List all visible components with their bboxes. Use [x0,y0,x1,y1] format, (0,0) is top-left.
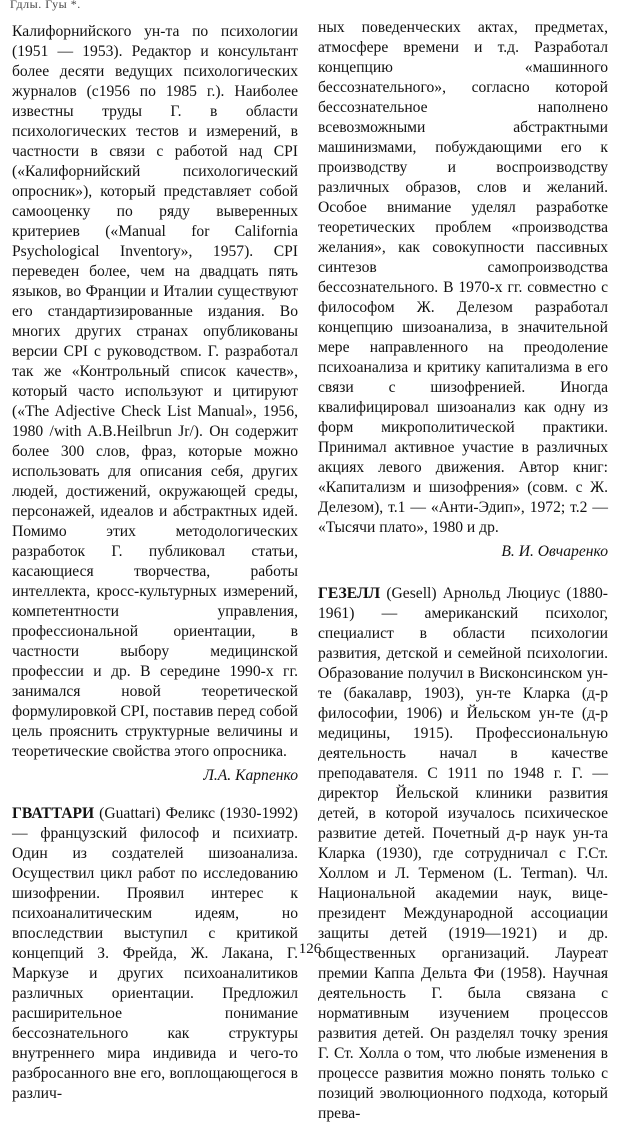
guattari-predecessor-continuation: Калифорнийского ун-та по психологии (1951 — 1953). Редактор и консультант более десяти ведущих психологических журналов (с1956 по 1985 г.). Наиболее известны труды Г. в области психологических тестов и измерений, в частности в связи с работой над CPI («Калифорнийский психологический опросник»), который представляет собой самооценку по ряду выверенных критериев («Manual for California Psychological Inventory», 1957). CPI переведен более, чем на двадцать пять языков, во Франции и Италии существуют его стандартизированные издания. Во многих других странах опубликованы версии CPI с руководством. Г. разработал так же «Контрольный список качеств», который часто используют и цитируют («The Adjective Check List Manual», 1956, 1980 /with A.B.Heilbrun Jr/). Он содержит более 300 слов, фраз, которые можно использовать для описания себя, других людей, достижений, окружающей среды, персонажей, идеалов и абстрактных идей. Помимо этих методологических разработок Г. публиковал статьи, касающиеся творчества, работы интеллекта, кросс-культурных измерений, компетентности управления, профессиональной ориентации, в частности выбору медицинской профессии и др. В середине 1990-х гг. занимался новой теоретической формулировкой CPI, поставив перед собой цель прояснить структурные величины и теоретические свойства этого опросника. [12,23,298,760]
entry-headword: ГЕЗЕЛЛ [318,585,381,602]
right-column [318,18,608,1124]
article-author: Л.А. Карпенко [203,767,298,784]
entry-headword: ГВАТТАРИ [12,805,95,822]
guattari-continuation: ных поведенческих актах, предметах, атмосфере времени и т.д. Разработал концепцию «машинного бессознательного», согласно которой бессознательное наполнено всевозможными абстрактными машинизмами, побуждающими его к производству и воспроизводству различных образов, слов и желаний. Особое внимание уделял разработке теоретических проблем «производства желания», как совокупности пассивных синтезов самопроизводства бессознательного. В 1970-х гг. совместно с философом Ж. Делезом разработал концепцию шизоанализа, в значительной мере направленного на преодоление психоанализа и критику капитализма в его связи с шизофренией. Иногда квалифицировал шизоанализ как одну из форм микрополитической практики. Принимал активное участие в различных акциях левого движения. Автор книг: «Капитализм и шизофрения» (совм. с Ж. Делезом), т.1 — «Анти-Эдип», 1972; т.2 — «Тысячи плато», 1980 и др. [318,19,608,536]
running-header: Гдлы. Гуы *. [10,0,81,11]
entry-gesell [318,584,608,1124]
page-number: 126 [298,941,322,957]
entry-body: (Gesell) Арнольд Люциус (1880-1961) — американский психолог, специалист в области психологии развития, детской и семейной психологии. Образование получил в Висконсинском ун-те (бакалавр, 1903), ун-те Кларка (д-р философии, 1906) и Йельском ун-те (д-р медицины, 1915). Профессиональную деятельность начал в качестве преподавателя. С 1911 по 1948 г. Г. — директор Йельской клиники развития детей, в которой изучалось психическое развитие детей. Почетный д-р наук ун-та Кларка (1930), где сотрудничал с Г.Ст. Холлом и Л. Терменом (L. Terman). Чл. Национальной академии наук, вице-президент Международной ассоциации защиты детей (1919—1921) и др. общественных организаций. Лауреат премии Каппа Дельта Фи (1958). Научная деятельность Г. была связана с нормативным изучением процессов развития детей. Он разделял точку зрения Г. Ст. Холла о том, что любые изменения в процессе развития можно понять только с позиций эволюционного подхода, который прева- [318,585,608,1122]
article-author: В. И. Овчаренко [501,543,608,560]
entry-body: (Guattari) Феликс (1930-1992) — французский философ и психиатр. Один из создателей шизоанализа. Осуществил цикл работ по исследованию шизофрении. Проявил интерес к психоаналитическим идеям, но впоследствии выступил с критикой концепций З. Фрейда, Ж. Лакана, Г. Маркузе и других психоаналитиков различных ориентации. Предложил расширительное понимание бессознательного как структуры внутреннего мира индивида и чего-то разбросанного вне его, воплощающегося в различ- [12,805,298,1102]
